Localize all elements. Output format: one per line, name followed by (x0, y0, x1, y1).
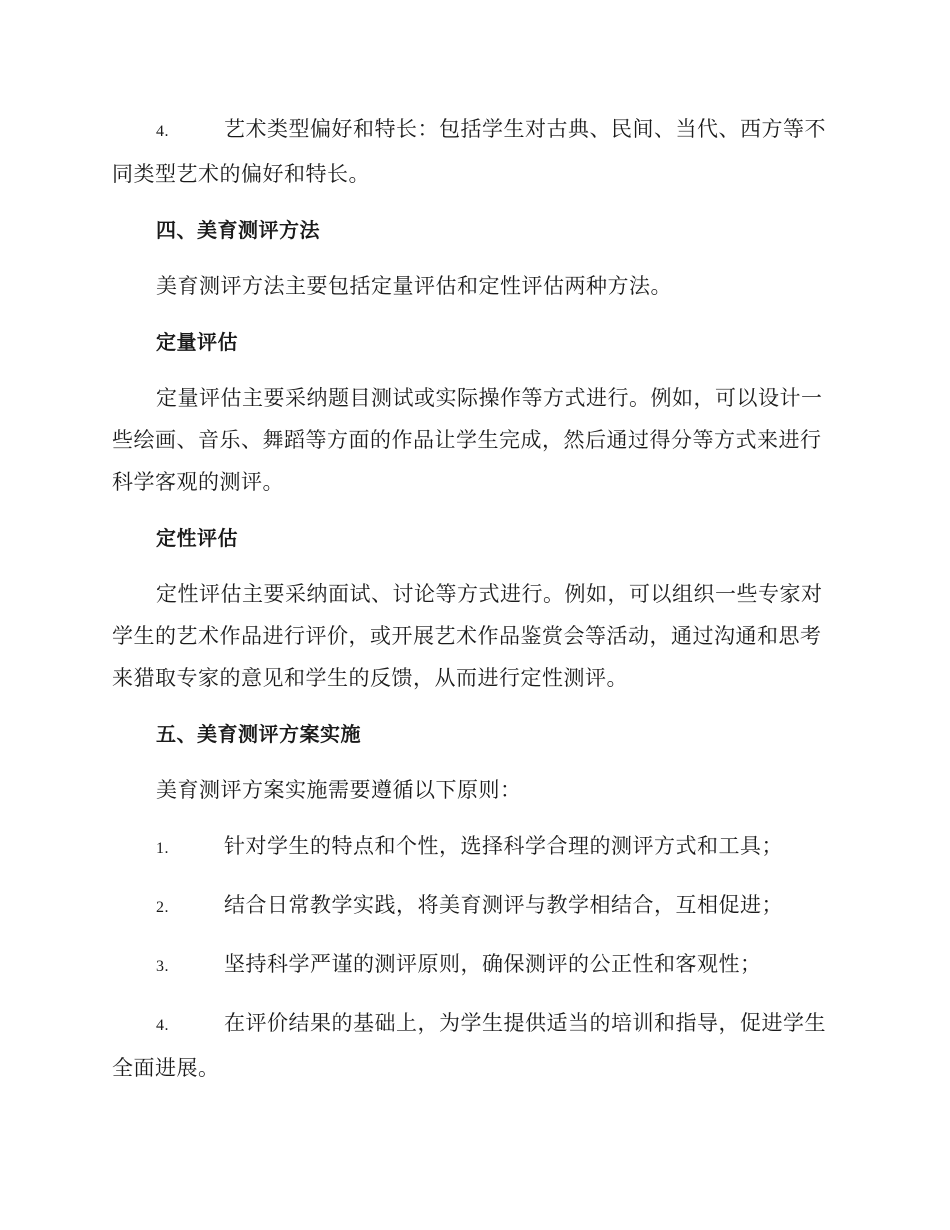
list-number: 4. (156, 1017, 169, 1034)
subsection-heading: 定量评估 (156, 330, 238, 354)
list-item-text: 在评价结果的基础上，为学生提供适当的培训和指导，促进学生全面进展。 (112, 1011, 826, 1080)
list-number: 4. (156, 123, 169, 140)
list-item (112, 825, 836, 870)
paragraph: 美育测评方案实施需要遵循以下原则： (156, 778, 522, 802)
list-item-text: 艺术类型偏好和特长：包括学生对古典、民间、当代、西方等不同类型艺术的偏好和特长。 (112, 117, 826, 186)
list-item-text: 针对学生的特点和个性，选择科学合理的测评方式和工具； (224, 834, 783, 858)
list-item (112, 108, 836, 195)
paragraph: 美育测评方法主要包括定量评估和定性评估两种方法。 (156, 274, 672, 298)
subsection-heading: 定性评估 (156, 526, 238, 550)
list-item-text: 结合日常教学实践，将美育测评与教学相结合，互相促进； (224, 893, 783, 917)
list-item-text: 坚持科学严谨的测评原则，确保测评的公正性和客观性； (224, 952, 762, 976)
list-item (112, 1002, 836, 1089)
list-number: 1. (156, 840, 169, 857)
paragraph: 定性评估主要采纳面试、讨论等方式进行。例如，可以组织一些专家对学生的艺术作品进行评价，或开展艺术作品鉴赏会等活动，通过沟通和思考来猎取专家的意见和学生的反馈，从而进行定性测评。 (112, 582, 823, 690)
paragraph: 定量评估主要采纳题目测试或实际操作等方式进行。例如，可以设计一些绘画、音乐、舞蹈等方面的作品让学生完成，然后通过得分等方式来进行科学客观的测评。 (112, 386, 823, 494)
section-heading: 五、美育测评方案实施 (156, 722, 361, 746)
list-item (112, 943, 836, 988)
section-heading: 四、美育测评方法 (156, 218, 320, 242)
list-item (112, 884, 836, 929)
list-number: 2. (156, 899, 169, 916)
list-number: 3. (156, 958, 169, 975)
document-body (112, 108, 836, 1103)
